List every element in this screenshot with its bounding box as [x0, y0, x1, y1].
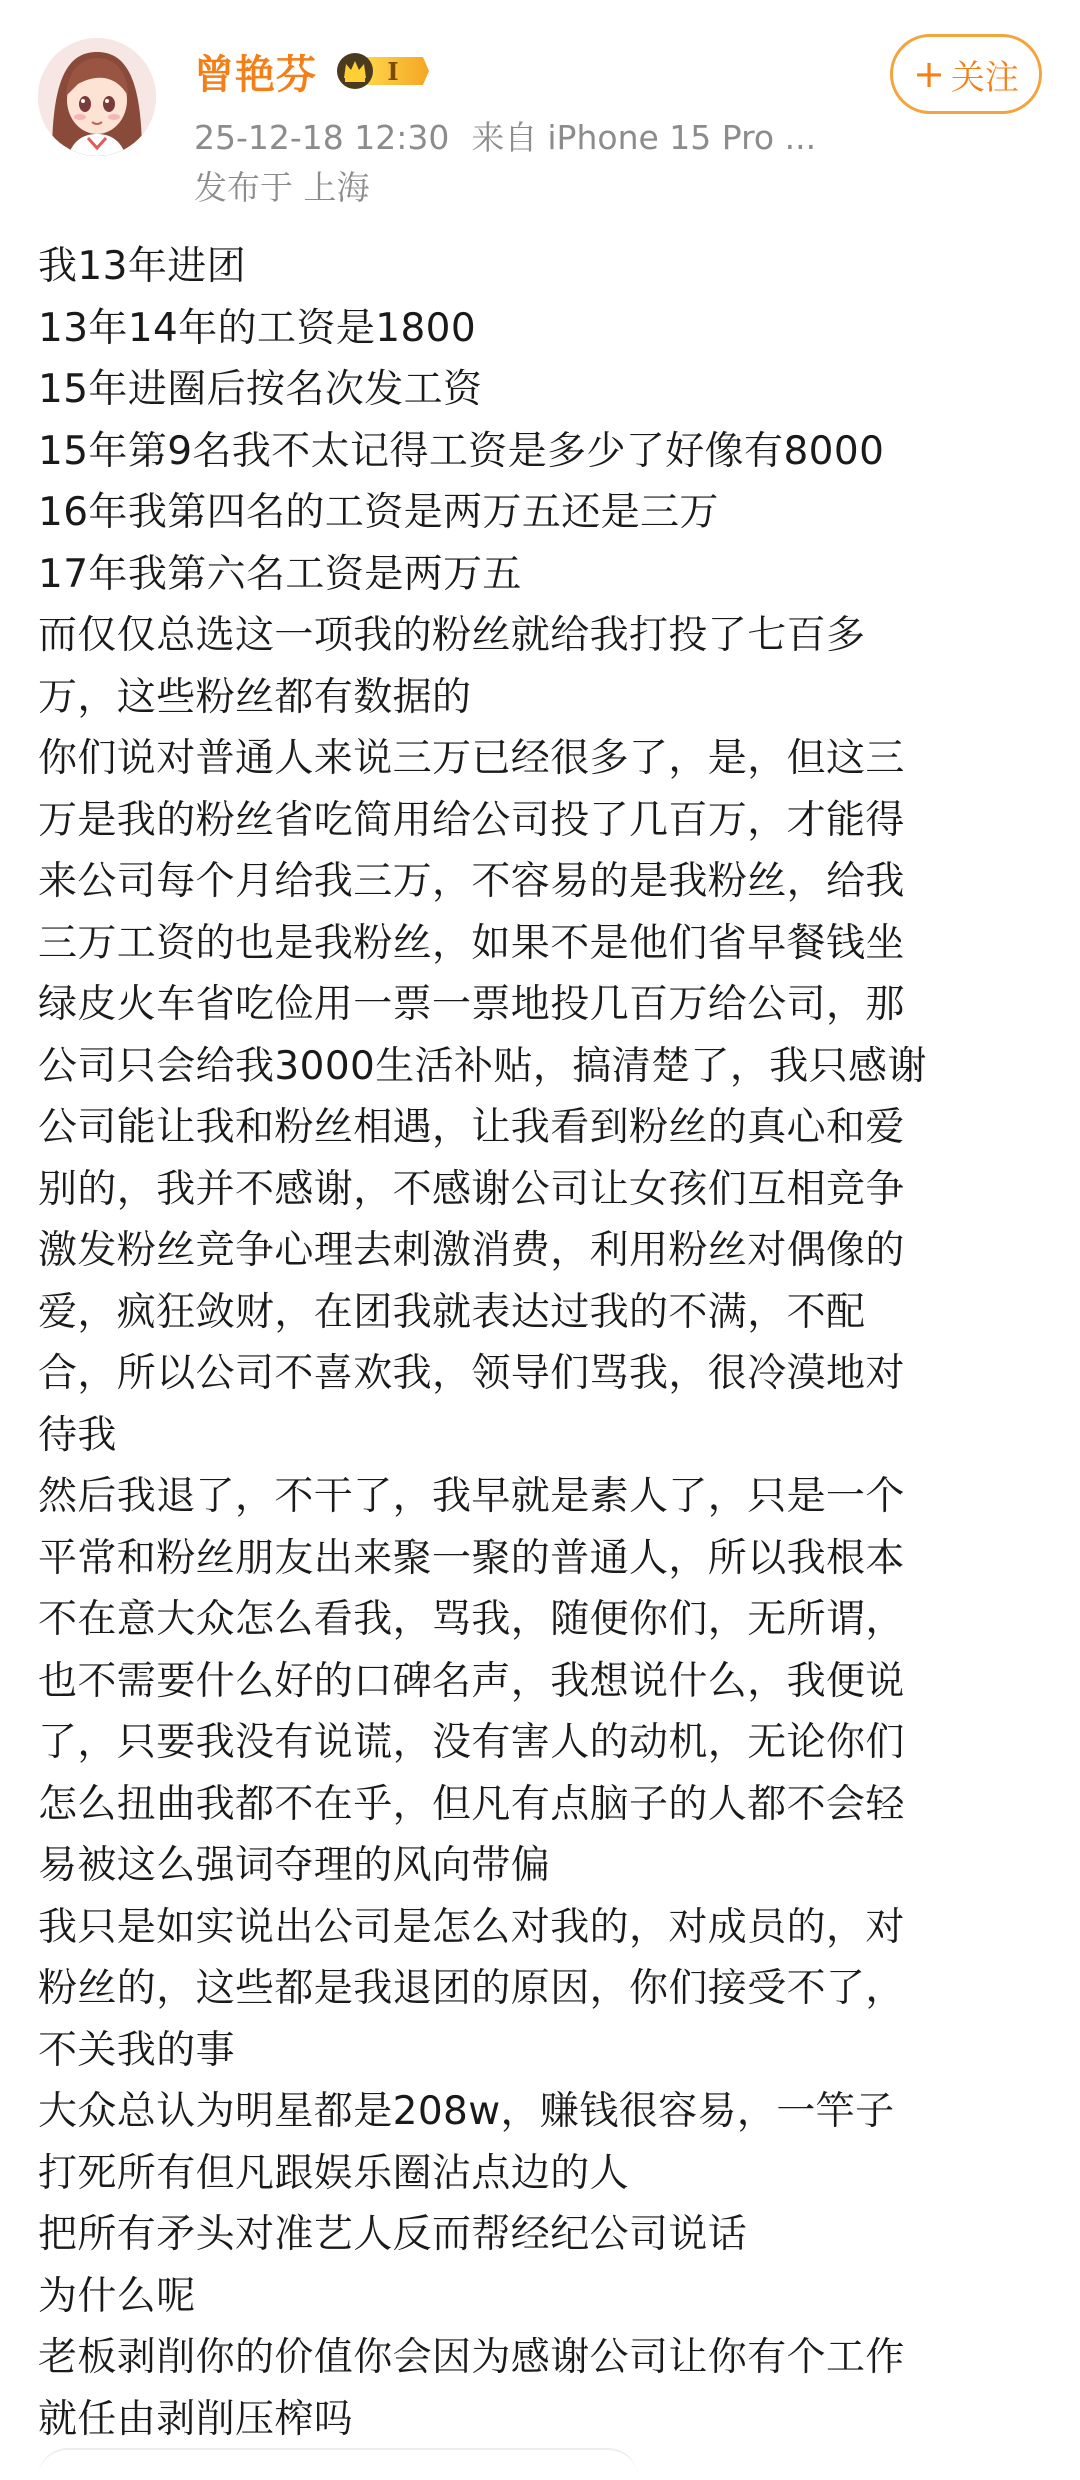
post-text-line: 大众总认为明星都是208w，赚钱很容易，一竿子 [38, 2089, 895, 2134]
post-text-line: 13年14年的工资是1800 [38, 305, 477, 351]
next-card-edge [38, 2448, 638, 2480]
post-text-line: 怎么扭曲我都不在乎，但凡有点脑子的人都不会轻 [38, 1781, 905, 1827]
post-text-line: 粉丝的，这些都是我退团的原因，你们接受不了， [38, 1966, 905, 2011]
post-text-line: 不关我的事 [38, 2027, 236, 2073]
avatar[interactable] [38, 38, 156, 156]
post-location: 发布于 上海 [194, 168, 370, 207]
post-text-line: 合，所以公司不喜欢我，领导们骂我，很冷漠地对 [38, 1351, 905, 1396]
post-text-line: 公司能让我和粉丝相遇，让我看到粉丝的真心和爱 [38, 1105, 905, 1150]
post-text-line: 15年进圈后按名次发工资 [38, 367, 483, 412]
post-text-line: 激发粉丝竞争心理去刺激消费，利用粉丝对偶像的 [38, 1228, 905, 1273]
post-text-line: 把所有矛头对准艺人反而帮经纪公司说话 [38, 2212, 748, 2257]
post-text-line: 万是我的粉丝省吃简用给公司投了几百万，才能得 [38, 797, 905, 843]
vip-badge[interactable] [335, 51, 431, 91]
name-row [194, 36, 431, 106]
post-text-line: 我只是如实说出公司是怎么对我的，对成员的，对 [38, 1904, 905, 1950]
post-body [38, 236, 1048, 2450]
post-text-line: 别的，我并不感谢，不感谢公司让女孩们互相竞争 [38, 1166, 905, 1212]
post-text-line: 待我 [38, 1412, 117, 1458]
post-meta-line [194, 112, 816, 159]
post-text-line: 来公司每个月给我三万，不容易的是我粉丝，给我 [38, 859, 905, 904]
post-text-line: 爱，疯狂敛财，在团我就表达过我的不满，不配 [38, 1289, 866, 1335]
post-text-line: 而仅仅总选这一项我的粉丝就给我打投了七百多 [38, 613, 866, 658]
username[interactable]: 曾艳芬 [194, 51, 317, 98]
post-text-line: 17年我第六名工资是两万五 [38, 551, 522, 597]
post-text-line: 老板剥削你的价值你会因为感谢公司让你有个工作 [38, 2335, 905, 2380]
post-text-line: 为什么呢 [38, 2273, 196, 2319]
post-text-line: 了，只要我没有说谎，没有害人的动机，无论你们 [38, 1720, 905, 1765]
post-text-line: 也不需要什么好的口碑名声，我想说什么，我便说 [38, 1658, 905, 1704]
vip-level-text: I [387, 57, 399, 86]
post-text-line: 三万工资的也是我粉丝，如果不是他们省早餐钱坐 [38, 920, 905, 966]
post-text-line: 然后我退了，不干了，我早就是素人了，只是一个 [38, 1474, 905, 1519]
post-text-line: 就任由剥削压榨吗 [38, 2396, 354, 2442]
avatar-illustration [38, 38, 156, 156]
post-text-line: 16年我第四名的工资是两万五还是三万 [38, 490, 719, 535]
crown-icon [335, 51, 431, 91]
post-text-line: 万，这些粉丝都有数据的 [38, 674, 472, 720]
post-text-line: 我13年进团 [38, 244, 247, 289]
post-text-line: 15年第9名我不太记得工资是多少了好像有8000 [38, 428, 885, 474]
post-text-line: 不在意大众怎么看我，骂我，随便你们，无所谓， [38, 1597, 905, 1642]
post-device[interactable]: iPhone 15 Pro ... [547, 118, 817, 157]
post-source-prefix: 来自 [471, 118, 538, 157]
follow-button[interactable] [890, 34, 1042, 114]
post-text-line: 公司只会给我3000生活补贴，搞清楚了，我只感谢 [38, 1043, 927, 1089]
post-datetime: 25-12-18 12:30 [194, 118, 450, 157]
post-header [0, 0, 1080, 215]
plus-icon: + [913, 52, 945, 96]
follow-button-label: 关注 [950, 57, 1019, 98]
post-text-line: 平常和粉丝朋友出来聚一聚的普通人，所以我根本 [38, 1535, 905, 1581]
post-text-line: 绿皮火车省吃俭用一票一票地投几百万给公司，那 [38, 982, 905, 1027]
post-text-line: 打死所有但凡跟娱乐圈沾点边的人 [38, 2150, 630, 2196]
post-text-line: 易被这么强词夺理的风向带偏 [38, 1843, 551, 1888]
post-text-line: 你们说对普通人来说三万已经很多了，是，但这三 [38, 736, 905, 781]
